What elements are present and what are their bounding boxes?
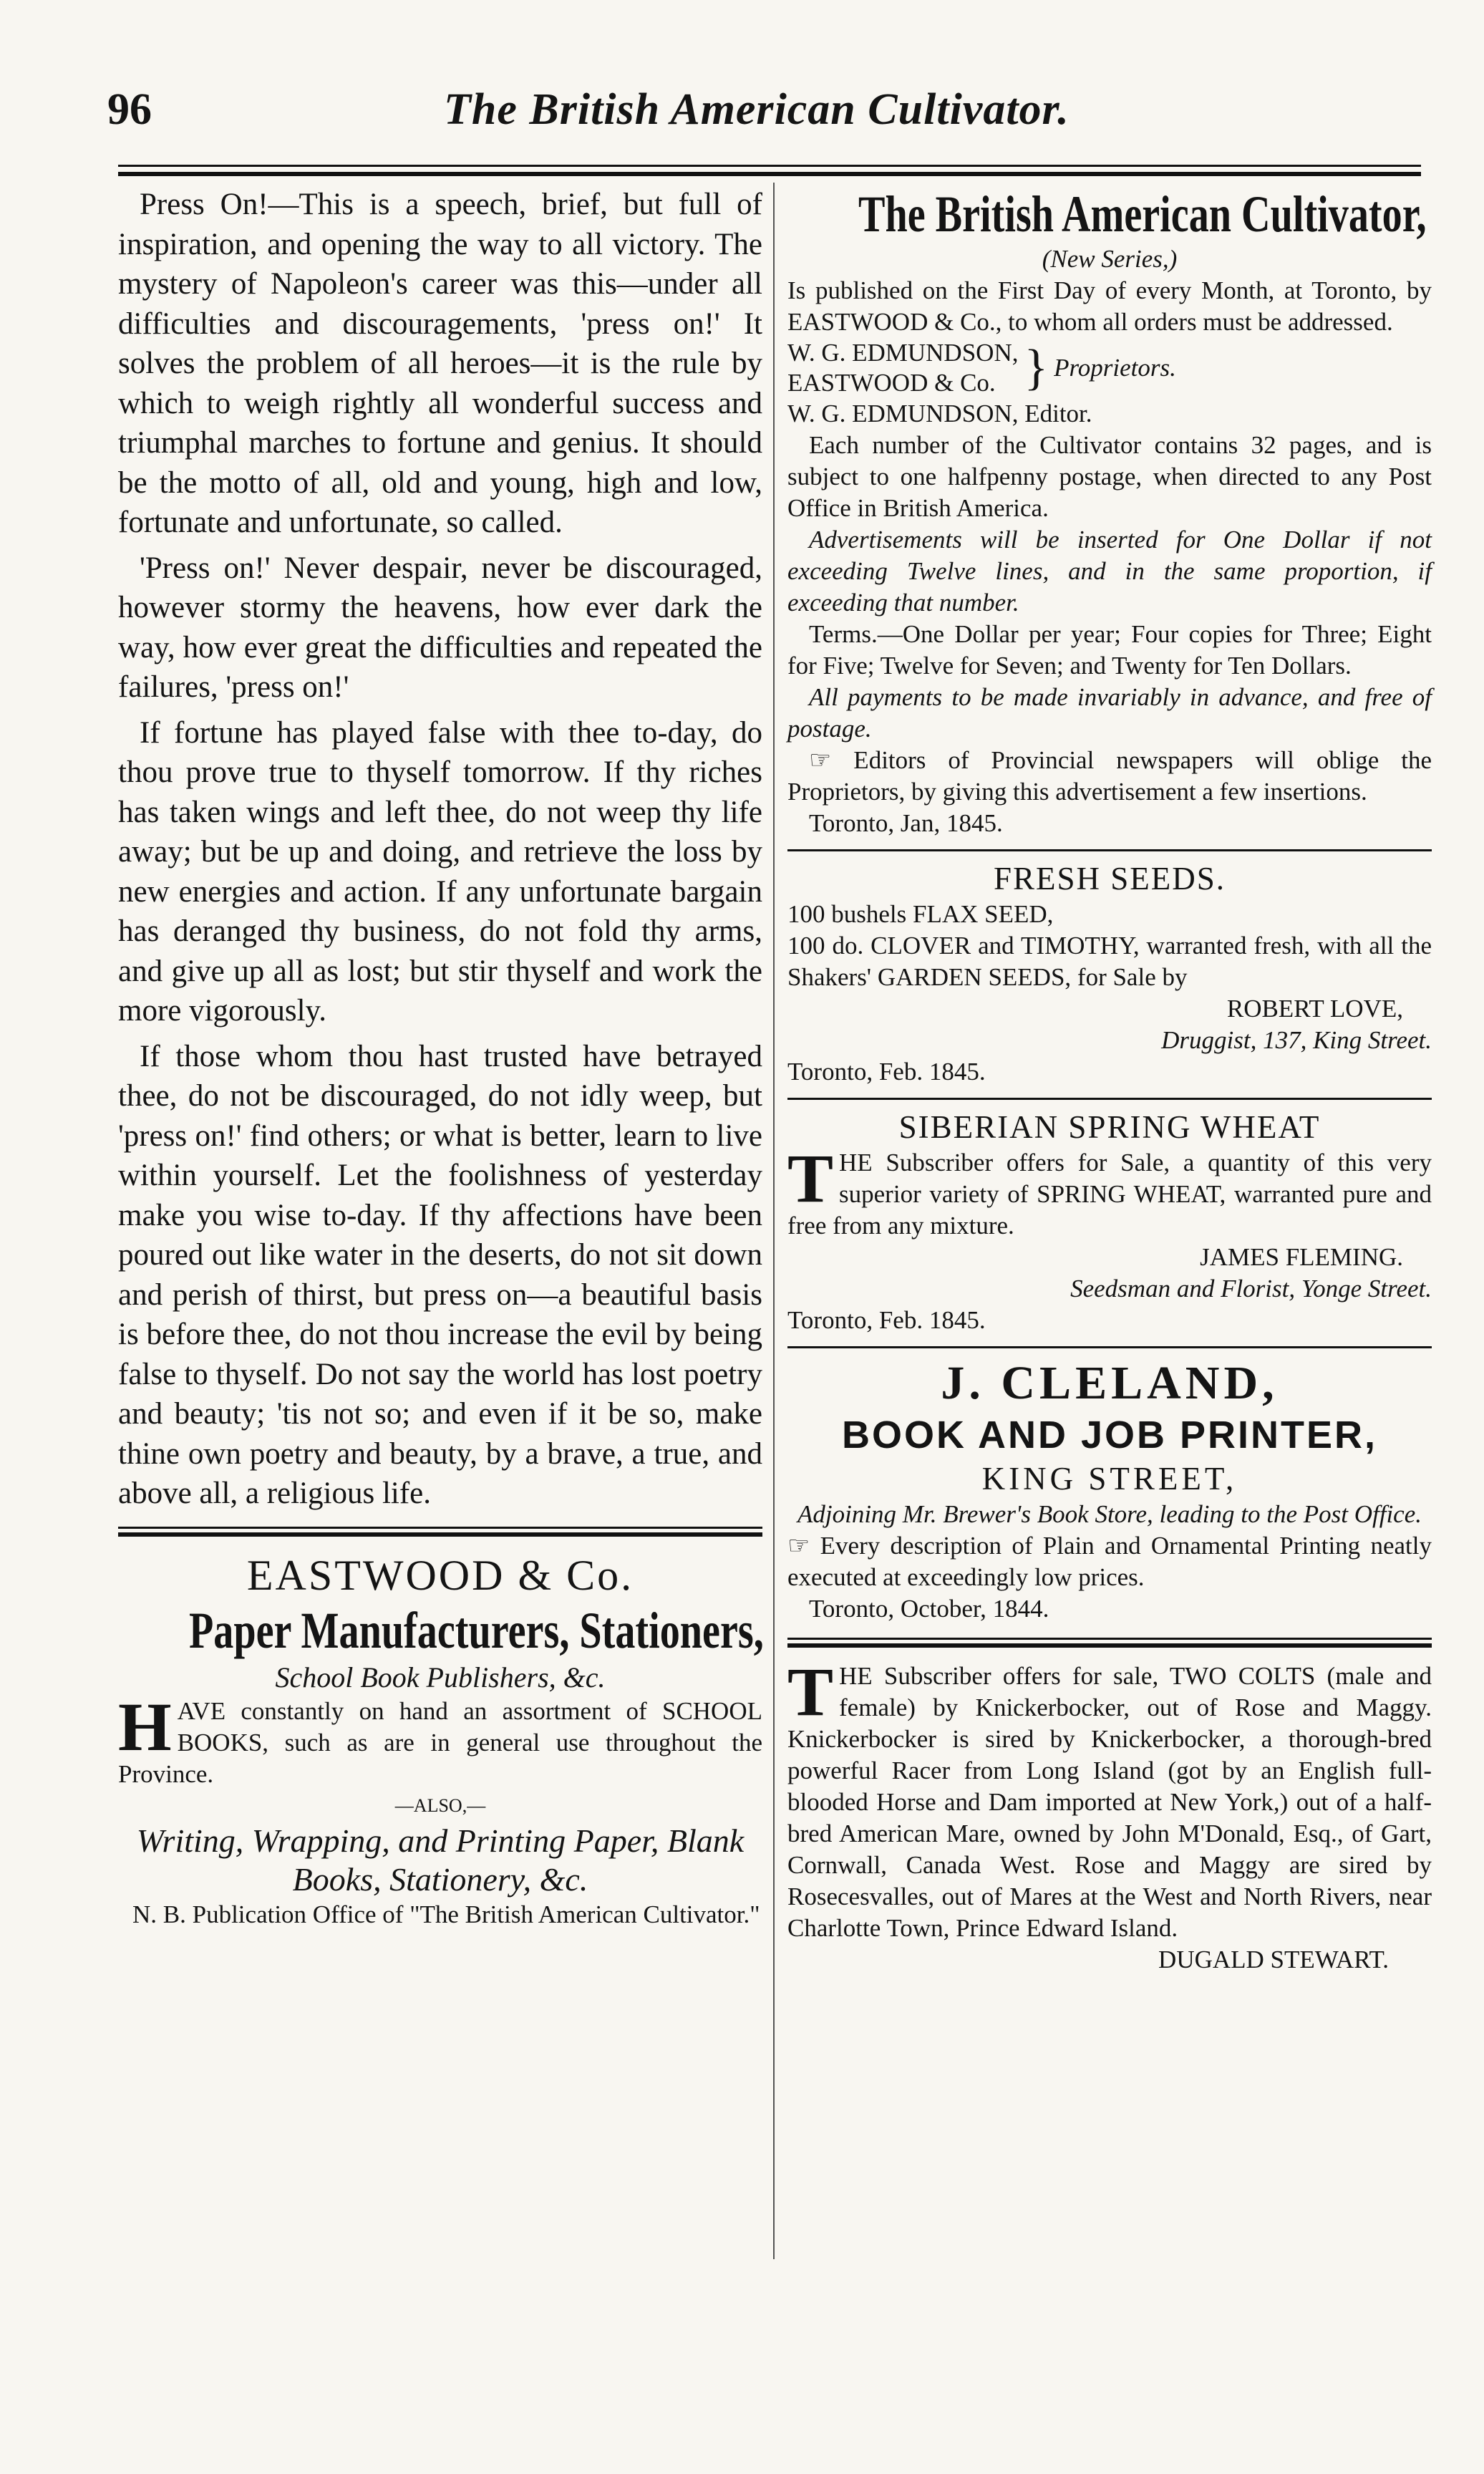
masthead-editor: W. G. EDMUNDSON, Editor. xyxy=(787,400,1092,427)
masthead-para: Advertisements will be inserted for One Dollar if not exceeding Twelve lines, and in the same proportion, if exceeding that number. xyxy=(787,526,1432,617)
seeds-heading: FRESH SEEDS. xyxy=(993,861,1226,897)
eastwood-note: N. B. Publication Office of "The British American Cultivator." xyxy=(132,1900,760,1928)
proprietor-1: W. G. EDMUNDSON, xyxy=(787,339,1019,367)
cleland-adjoining: Adjoining Mr. Brewer's Book Store, leading to the Post Office. xyxy=(797,1500,1422,1528)
proprietor-2: EASTWOOD & Co. xyxy=(787,369,996,397)
masthead-intro: Is published on the First Day of every Month, at Toronto, by EASTWOOD & Co., to whom all orders must be addressed. xyxy=(787,276,1432,336)
colts-text-body: HE Subscriber offers for sale, TWO COLTS (male and female) by Knickerbocker, out of Rose and Maggy. Knickerbocker is sired by Knickerbocker, a thorough-bred powerful Racer from Long Island (got by an English full-blooded Horse and Dam imported at New York,) out of a half-bred American Mare, owned by John M'Donald, Esq., of Gart, Cornwall, Canada West. Rose and Maggy are sired by Rosecesvalles, out of Mares at the West and North Rivers, near Charlotte Town, Prince Edward Island. xyxy=(787,1662,1432,1942)
eastwood-also: —ALSO,— xyxy=(394,1794,486,1816)
wheat-heading: SIBERIAN SPRING WHEAT xyxy=(898,1109,1321,1145)
masthead-title: The British American Cultivator, xyxy=(858,185,1427,243)
column-divider xyxy=(773,183,775,2259)
cleland-name: J. CLELAND, xyxy=(941,1357,1279,1409)
section-separator xyxy=(118,1527,762,1537)
seeds-ad xyxy=(787,859,1432,1088)
masthead-para: Each number of the Cultivator contains 32 pages, and is subject to one halfpenny postage, when directed to any Post Office in British America. xyxy=(787,431,1432,522)
proprietors-block xyxy=(787,338,1432,398)
cleland-street: KING STREET, xyxy=(981,1461,1238,1497)
drop-cap: H xyxy=(118,1688,172,1765)
cleland-date: Toronto, October, 1844. xyxy=(809,1595,1049,1623)
wheat-title: Seedsman and Florist, Yonge Street. xyxy=(1070,1275,1432,1303)
eastwood-title: EASTWOOD & Co. xyxy=(246,1551,634,1599)
essay-paragraph: If fortune has played false with thee to-day, do thou prove true to thyself tomorrow. If thy riches has taken wings and left thee, do not weep thy life away; but be up and doing, and retrieve the loss by new energies and action. If any unfortunate bargain has deranged thy business, do not fold thy arms, and give up all as lost; but stir thyself and work the more vigorously. xyxy=(118,715,762,1028)
header-rule-thick xyxy=(118,172,1421,176)
eastwood-tagline: School Book Publishers, &c. xyxy=(275,1661,606,1693)
eastwood-ad xyxy=(118,1550,762,1931)
ad-separator xyxy=(787,1346,1432,1348)
seeds-line: 100 bushels FLAX SEED, xyxy=(787,900,1054,928)
eastwood-text xyxy=(118,1688,762,1790)
wheat-ad xyxy=(787,1107,1432,1336)
page-header xyxy=(107,84,1432,149)
eastwood-text-body: AVE constantly on hand an assortment of SCHOOL BOOKS, such as are in general use throughout the Province. xyxy=(118,1696,762,1788)
drop-cap: T xyxy=(787,1653,834,1730)
colts-text xyxy=(787,1653,1432,1944)
masthead-series: (New Series,) xyxy=(1042,245,1178,273)
essay-paragraph: Press On!—This is a speech, brief, but full of inspiration, and opening the way to all victory. The mystery of Napoleon's career was this—under all difficulties and discouragements, 'press on!' It solves the problem of all heroes—it is the rule by which to weigh rightly all wonderful success and triumphal marches to fortune and genius. It should be the motto of all, old and young, high and low, fortunate and unfortunate, so called. xyxy=(118,188,762,539)
running-title: The British American Cultivator. xyxy=(444,85,1070,134)
cleland-trade: BOOK AND JOB PRINTER, xyxy=(841,1414,1378,1456)
section-separator xyxy=(787,1638,1432,1648)
brace-icon: } xyxy=(1024,340,1049,395)
seeds-title: Druggist, 137, King Street. xyxy=(1161,1026,1432,1054)
eastwood-subtitle: Paper Manufacturers, Stationers, xyxy=(189,1601,764,1659)
masthead-para: All payments to be made invariably in advance, and free of postage. xyxy=(787,683,1432,743)
cleland-text: ☞ Every description of Plain and Ornamental Printing neatly executed at exceedingly low prices. xyxy=(787,1532,1432,1591)
wheat-name: JAMES FLEMING. xyxy=(1200,1243,1403,1271)
seeds-date: Toronto, Feb. 1845. xyxy=(787,1058,986,1086)
drop-cap: T xyxy=(787,1140,834,1217)
proprietors-label: Proprietors. xyxy=(1054,354,1176,382)
essay-paragraph: 'Press on!' Never despair, never be discouraged, however stormy the heavens, how ever dark the way, how ever great the difficulties and repeated the failures, 'press on!' xyxy=(118,551,762,704)
ad-separator xyxy=(787,1098,1432,1100)
masthead-ad xyxy=(787,185,1432,839)
seeds-line: 100 do. CLOVER and TIMOTHY, warranted fresh, with all the Shakers' GARDEN SEEDS, for Sale by xyxy=(787,932,1432,991)
header-rule xyxy=(118,165,1421,167)
wheat-date: Toronto, Feb. 1845. xyxy=(787,1306,986,1334)
page-number: 96 xyxy=(107,85,152,134)
eastwood-goods: Writing, Wrapping, and Printing Paper, Blank Books, Stationery, &c. xyxy=(136,1822,745,1898)
wheat-text xyxy=(787,1140,1432,1242)
right-column xyxy=(787,185,1432,1976)
masthead-para: ☞ Editors of Provincial newspapers will oblige the Proprietors, by giving this advertisement a few insertions. xyxy=(787,746,1432,806)
masthead-para: Terms.—One Dollar per year; Four copies for Three; Eight for Five; Twelve for Seven; and Twenty for Ten Dollars. xyxy=(787,620,1432,680)
wheat-text-body: HE Subscriber offers for Sale, a quantity of this very superior variety of SPRING WHEAT, warranted pure and free from any mixture. xyxy=(787,1149,1432,1240)
colts-name: DUGALD STEWART. xyxy=(1158,1946,1389,1973)
colts-ad xyxy=(787,1653,1432,1976)
cleland-ad xyxy=(787,1356,1432,1625)
seeds-name: ROBERT LOVE, xyxy=(1226,995,1403,1023)
left-column xyxy=(118,185,762,1931)
essay-paragraph: If those whom thou hast trusted have betrayed thee, do not be discouraged, do not idly weep, but 'press on!' find others; or what is better, learn to live within yourself. Let the foolishness of yesterday make you wise to-day. If thy affections have been poured out like water in the deserts, do not sit down and perish of thirst, but press on—a beautiful basis is before thee, do not thou increase the evil by being false to thyself. Do not say the world has lost poetry and beauty; 'tis not so; and even if it be so, make thine own poetry and beauty, by a brave, a true, and above all, a religious life. xyxy=(118,1039,762,1510)
masthead-date: Toronto, Jan, 1845. xyxy=(809,809,1003,837)
ad-separator xyxy=(787,849,1432,851)
proprietor-names xyxy=(787,338,1018,398)
